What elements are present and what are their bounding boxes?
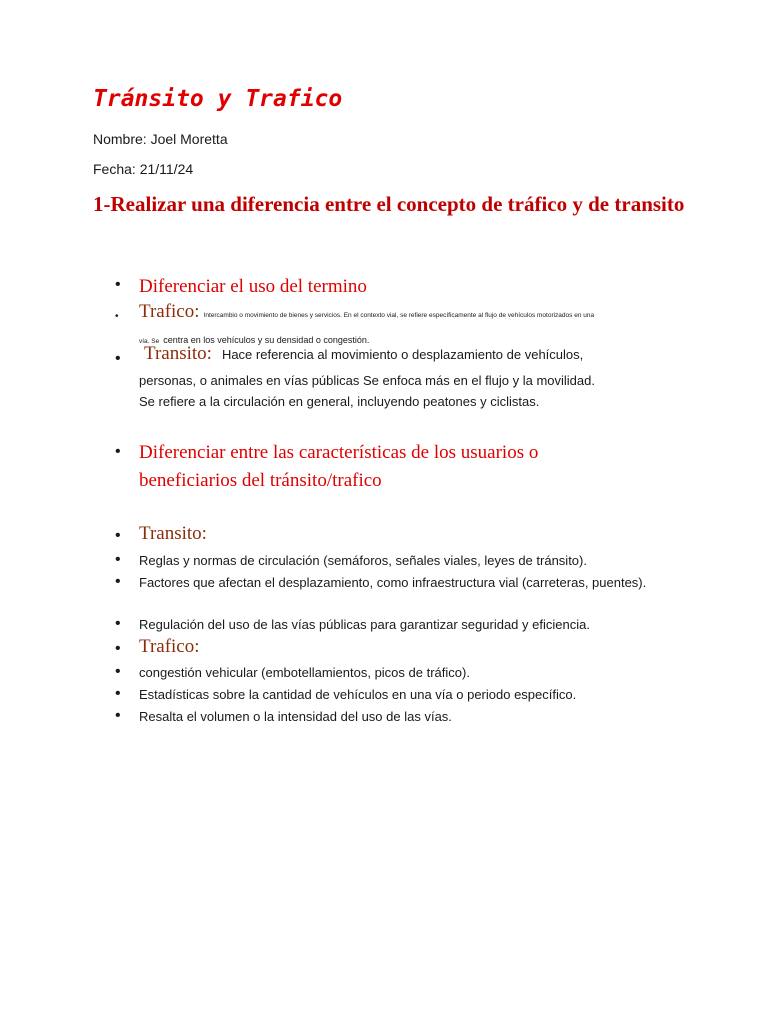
bullet-dot: •: [115, 663, 121, 680]
trafico-text-line1: Intercambio o movimiento de bienes y servicios. En el contexto vial, se refiere específicamente al flujo de vehículos motorizados en una: [203, 312, 595, 319]
transito-list-item: Regulación del uso de las vías públicas para garantizar seguridad y eficiencia.: [139, 617, 590, 632]
bullet-dot: •: [115, 350, 121, 367]
trafico-text-small: vía. Se: [139, 338, 160, 345]
section1-heading: Diferenciar el uso del termino: [139, 276, 367, 297]
section2-transito-label: Transito:: [139, 523, 207, 544]
bullet-dot: •: [115, 527, 121, 544]
bullet-dot: •: [115, 276, 121, 293]
transito-label: Transito:: [144, 343, 212, 364]
transito-definition: [139, 343, 583, 365]
trafico-list-item: congestión vehicular (embotellamientos, picos de tráfico).: [139, 665, 470, 680]
trafico-definition: [139, 301, 679, 323]
trafico-list-item: Estadísticas sobre la cantidad de vehículos en una vía o periodo específico.: [139, 687, 577, 702]
transito-text-line3: Se refiere a la circulación en general, incluyendo peatones y ciclistas.: [139, 394, 540, 409]
question-heading: 1-Realizar una diferencia entre el concepto de tráfico y de transito: [93, 192, 685, 216]
bullet-dot: •: [115, 311, 119, 322]
trafico-label: Trafico:: [139, 301, 200, 322]
section2-heading: Diferenciar entre las características de los usuarios o beneficiarios del tránsito/trafico: [139, 442, 539, 491]
bullet-dot: •: [115, 573, 121, 590]
document-title: Tránsito y Trafico: [93, 86, 343, 112]
transito-list-item: Factores que afectan el desplazamiento, como infraestructura vial (carreteras, puentes).: [139, 575, 647, 590]
bullet-dot: •: [115, 551, 121, 568]
bullet-dot: •: [115, 615, 121, 632]
trafico-list-item: Resalta el volumen o la intensidad del uso de las vías.: [139, 709, 452, 724]
bullet-dot: •: [115, 640, 121, 657]
transito-list-item: Reglas y normas de circulación (semáforos, señales viales, leyes de tránsito).: [139, 553, 587, 568]
trafico-text-line2: centra en los vehículos y su densidad o congestión.: [163, 335, 370, 345]
document-date: Fecha: 21/11/24: [93, 161, 194, 177]
transito-text-line2: personas, o animales en vías públicas Se enfoca más en el flujo y la movilidad.: [139, 373, 595, 388]
author-name: Nombre: Joel Moretta: [93, 131, 228, 147]
section2-trafico-label: Trafico:: [139, 636, 200, 657]
bullet-dot: •: [115, 707, 121, 724]
transito-text-line1: Hace referencia al movimiento o desplazamiento de vehículos,: [221, 347, 584, 362]
bullet-dot: •: [115, 685, 121, 702]
bullet-dot: •: [115, 443, 121, 460]
